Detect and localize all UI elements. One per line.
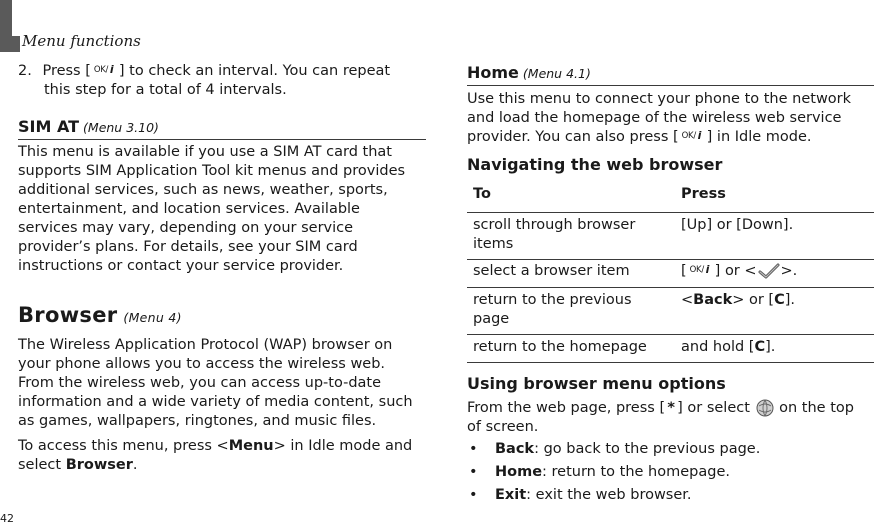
options-heading: Using browser menu options xyxy=(467,374,726,393)
step-2: 2. Press [ OK/ i ] to check an interval. You can repeat xyxy=(18,63,391,79)
step-number: 2. xyxy=(18,63,32,79)
ok-key-icon: OK/ i xyxy=(689,263,710,276)
table-row: return to the previous page <Back> or [C]. xyxy=(467,288,874,335)
browser-body: The Wireless Application Protocol (WAP) browser on your phone allows you to access the wireless web. From the wireless web, you can access up-to-date information and a wide variety of media content, such as games, wallpapers, ringtones, and music files. xyxy=(18,337,413,429)
simat-heading: SIM AT (Menu 3.10) xyxy=(18,117,159,136)
bullet-icon: • xyxy=(469,487,478,503)
header-title: Menu functions xyxy=(22,32,141,50)
simat-body: This menu is available if you use a SIM AT card that supports SIM Application Tool kit menus and provides additional services, such as news, weather, sports, entertainment, and location services. Available services may vary, depending on your service provider’s plans. For details, see your SIM card instructions or contact your service provider. xyxy=(18,144,406,274)
table-row: scroll through browser items [Up] or [Down]. xyxy=(467,213,874,260)
home-body: Use this menu to connect your phone to the network and load the homepage of the wireless web service provider. You can also press [ OK/ i ] in Idle mode. xyxy=(467,91,852,145)
browser-access: To access this menu, press <Menu> in Idle mode and select Browser. xyxy=(18,438,413,473)
browser-heading: Browser (Menu 4) xyxy=(18,303,182,327)
header-bar-notch xyxy=(12,36,20,52)
nav-table xyxy=(467,176,874,363)
step-2-line2: this step for a total of 4 intervals. xyxy=(44,82,287,98)
home-heading: Home (Menu 4.1) xyxy=(467,63,591,82)
star-key-icon: * xyxy=(667,400,675,416)
page-number: 42 xyxy=(0,512,14,525)
bullet-icon: • xyxy=(469,441,478,457)
checkmark-softkey-icon xyxy=(757,263,781,279)
ok-key-icon: OK/ i xyxy=(93,63,114,76)
col-to: To xyxy=(473,185,491,202)
table-row: select a browser item [ OK/ i ] or < >. xyxy=(467,260,874,288)
home-rule xyxy=(467,85,874,86)
table-header-row xyxy=(467,176,874,213)
browser-menu-icon xyxy=(755,398,775,418)
table-row: return to the homepage and hold [C]. xyxy=(467,335,874,363)
options-body: From the web page, press [ * ] or select on the top of screen. xyxy=(467,400,854,435)
header-bar xyxy=(0,0,12,52)
simat-rule xyxy=(18,139,426,140)
col-press: Press xyxy=(681,185,726,202)
bullet-icon: • xyxy=(469,464,478,480)
ok-key-icon: OK/ i xyxy=(681,129,702,142)
nav-heading: Navigating the web browser xyxy=(467,155,723,174)
